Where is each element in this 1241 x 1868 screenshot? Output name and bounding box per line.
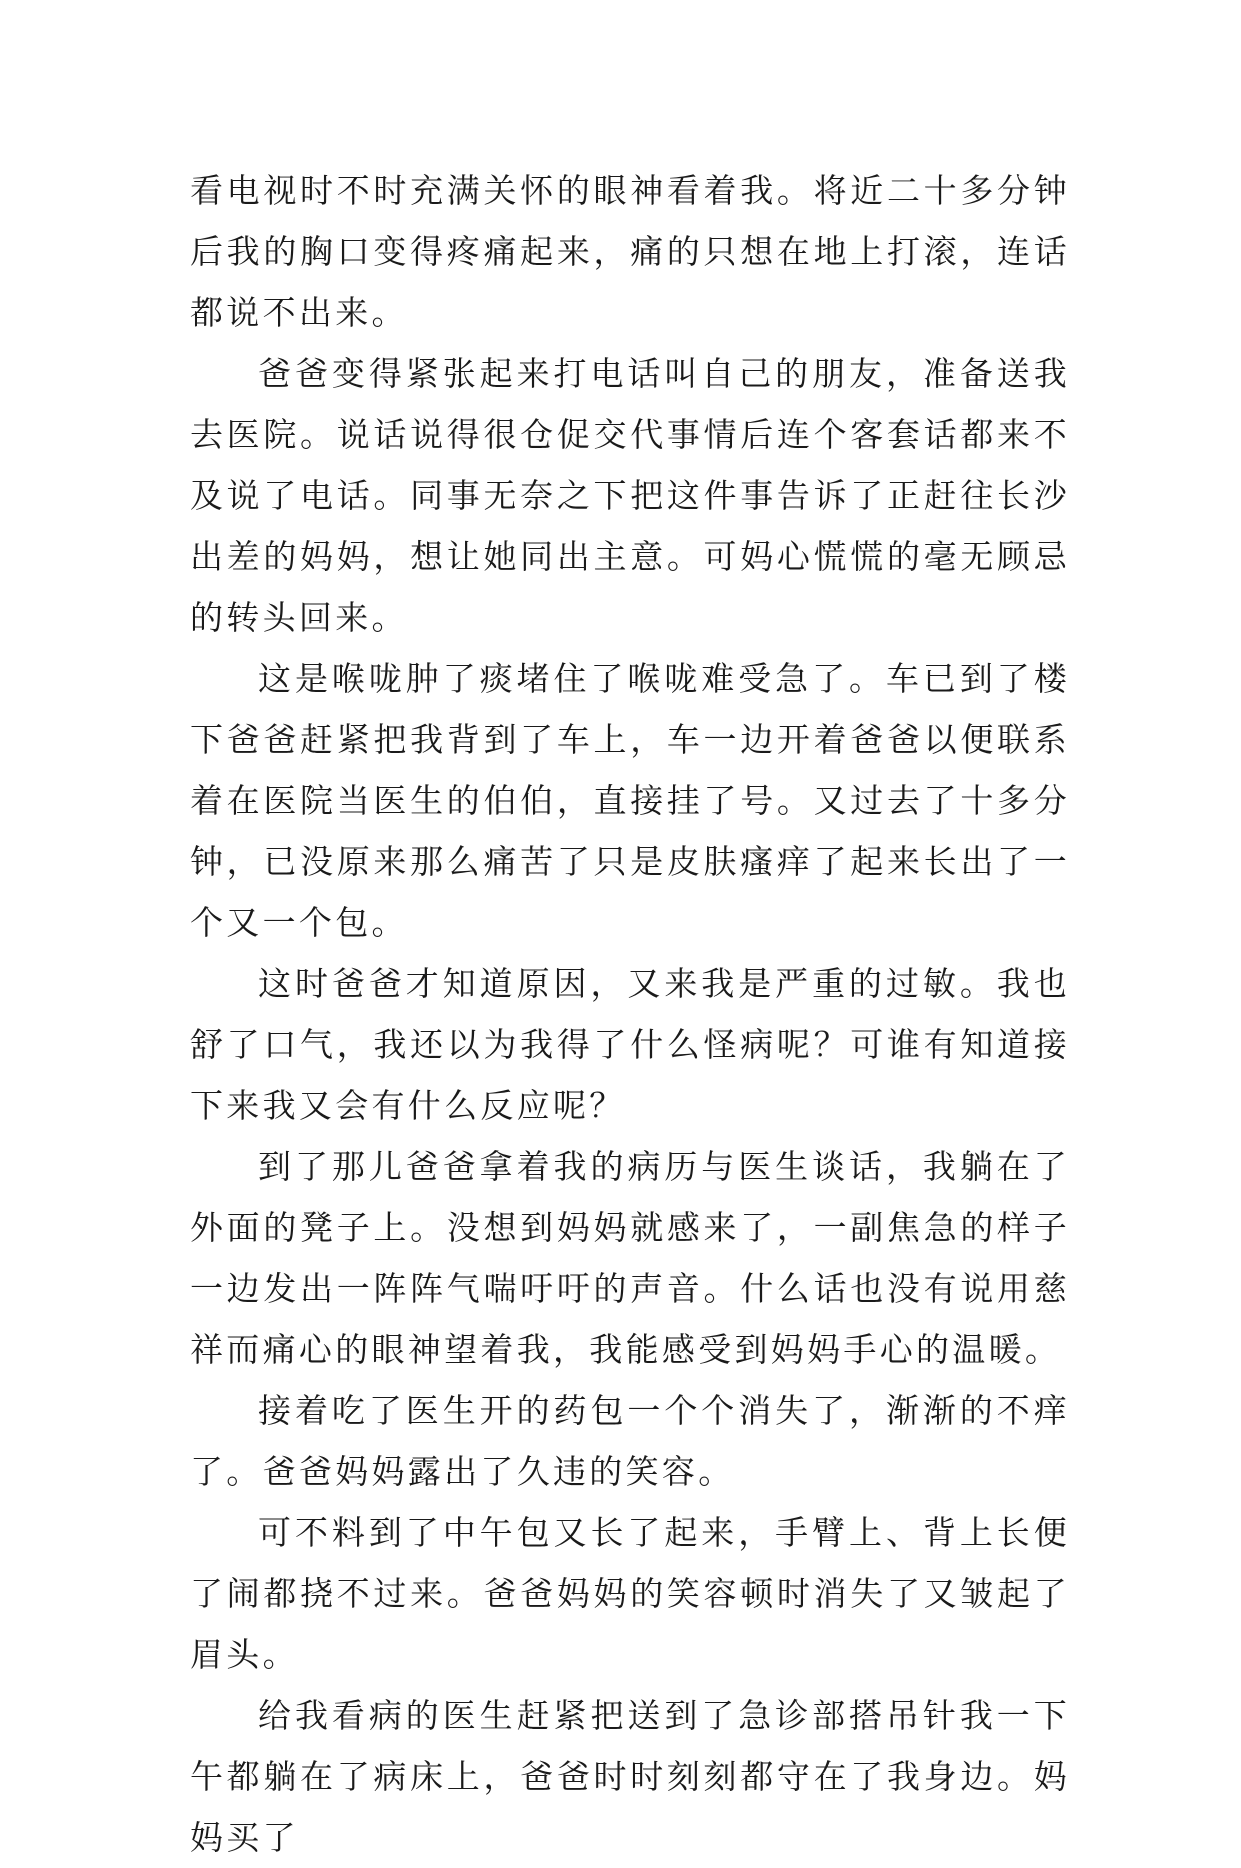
paragraph: 这是喉咙肿了痰堵住了喉咙难受急了。车已到了楼下爸爸赶紧把我背到了车上，车一边开着爸爸以便联系着在医院当医生的伯伯，直接挂了号。又过去了十多分钟，已没原来那么痛苦了只是皮肤瘙痒了起来长出了一个又一个包。: [190, 659, 1070, 942]
paragraph: 这时爸爸才知道原因，又来我是严重的过敏。我也舒了口气，我还以为我得了什么怪病呢？可谁有知道接下来我又会有什么反应呢？: [190, 964, 1070, 1125]
paragraph: 接着吃了医生开的药包一个个消失了，渐渐的不痒了。爸爸妈妈露出了久违的笑容。: [190, 1391, 1070, 1491]
paragraph: 可不料到了中午包又长了起来，手臂上、背上长便了闹都挠不过来。爸爸妈妈的笑容顿时消失了又皱起了眉头。: [190, 1513, 1070, 1674]
body-text: [190, 160, 1070, 1868]
paragraph: 到了那儿爸爸拿着我的病历与医生谈话，我躺在了外面的凳子上。没想到妈妈就感来了，一副焦急的样子一边发出一阵阵气喘吁吁的声音。什么话也没有说用慈祥而痛心的眼神望着我，我能感受到妈妈手心的温暖。: [190, 1147, 1070, 1369]
paragraph-continued: 看电视时不时充满关怀的眼神看着我。将近二十多分钟后我的胸口变得疼痛起来，痛的只想在地上打滚，连话都说不出来。: [190, 171, 1070, 332]
paragraph: 爸爸变得紧张起来打电话叫自己的朋友，准备送我去医院。说话说得很仓促交代事情后连个客套话都来不及说了电话。同事无奈之下把这件事告诉了正赶往长沙出差的妈妈，想让她同出主意。可妈心慌慌的毫无顾忌的转头回来。: [190, 354, 1070, 637]
paragraph: 给我看病的医生赶紧把送到了急诊部搭吊针我一下午都躺在了病床上，爸爸时时刻刻都守在了我身边。妈妈买了: [190, 1696, 1070, 1857]
